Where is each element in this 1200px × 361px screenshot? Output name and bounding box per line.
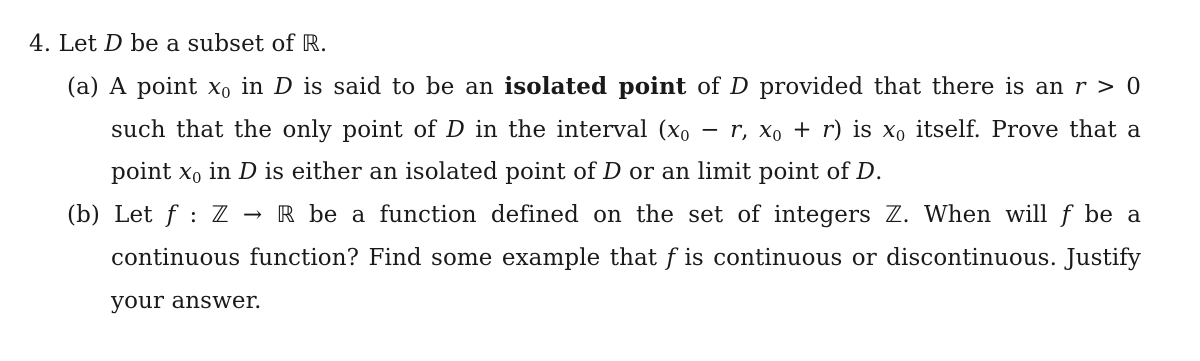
part-b-line-3: your answer. — [111, 288, 262, 314]
part-b-line-2: continuous function? Find some example that f is continuous or discontinuous. Justify — [111, 245, 1141, 271]
part-a-line-3: point $x_0$ in D is either an isolated point of D or an limit point of D. — [111, 159, 883, 187]
part-a-line-1: (a) A point $x_0$ in D is said to be an isolated point of D provided that there is an r > 0 — [67, 73, 1141, 102]
problem-intro: 4. Let D be a subset of ℝ. — [29, 31, 328, 57]
isolated-point-term: isolated point — [504, 73, 687, 100]
part-a-label: (a) — [67, 74, 99, 100]
part-a-line-2: such that the only point of D in the interval ($x_0 - r$, $x_0 + r$) is $x_0$ itself. Prove that a — [111, 117, 1141, 145]
part-b-label: (b) — [67, 202, 100, 228]
problem-number: 4. — [29, 31, 52, 57]
part-b-line-1: (b) Let f : ℤ → ℝ be a function defined on the set of integers ℤ. When will f be a — [67, 202, 1142, 228]
